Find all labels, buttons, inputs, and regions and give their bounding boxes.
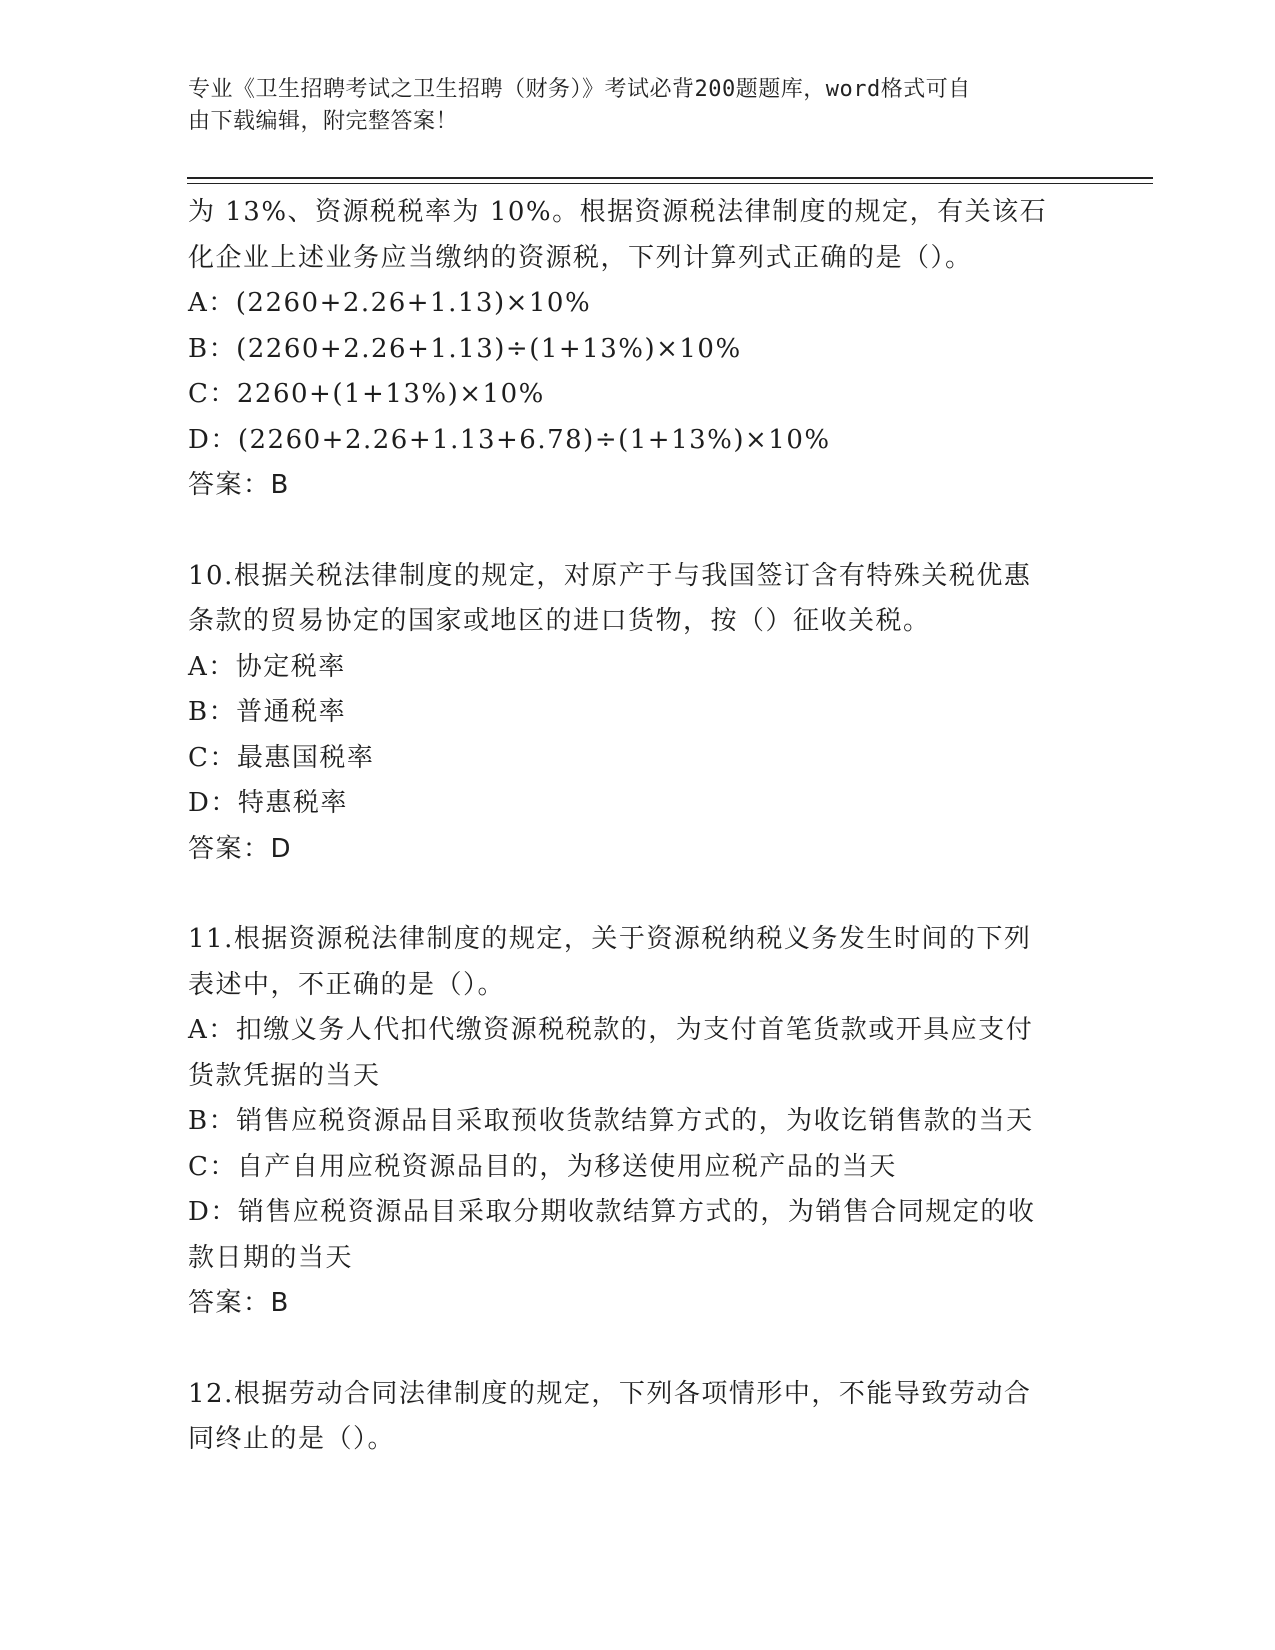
option-d-continued: 款日期的当天 bbox=[188, 1242, 354, 1273]
question-stem-line: 12.根据劳动合同法律制度的规定，下列各项情形中，不能导致劳动合 bbox=[188, 1378, 1032, 1409]
question-stem-line: 10.根据关税法律制度的规定，对原产于与我国签订含有特殊关税优惠 bbox=[188, 560, 1032, 591]
header-line-1: 专业《卫生招聘考试之卫生招聘（财务）》考试必背200题题库，word格式可自 bbox=[188, 77, 971, 102]
question-stem-line: 表述中，不正确的是（）。 bbox=[188, 969, 506, 1000]
option-c: C：自产自用应税资源品目的，为移送使用应税产品的当天 bbox=[188, 1151, 897, 1182]
question-stem-line: 同终止的是（）。 bbox=[188, 1424, 396, 1454]
answer-line: 答案：B bbox=[188, 1288, 290, 1318]
question-list bbox=[188, 190, 1068, 1463]
question-stem-line: 化企业上述业务应当缴纳的资源税，下列计算列式正确的是（）。 bbox=[188, 242, 973, 273]
option-d: D：销售应税资源品目采取分期收款结算方式的，为销售合同规定的收 bbox=[188, 1197, 1036, 1227]
question-spacer bbox=[188, 1327, 1068, 1372]
question-spacer bbox=[188, 509, 1068, 554]
option-b: B：(2260+2.26+1.13)÷(1+13%)×10% bbox=[188, 333, 742, 364]
question-10 bbox=[188, 554, 1068, 873]
header-line-2: 由下载编辑，附完整答案！ bbox=[188, 109, 459, 134]
answer-line: 答案：B bbox=[188, 470, 290, 500]
question-11 bbox=[188, 917, 1068, 1327]
option-a-continued: 货款凭据的当天 bbox=[188, 1060, 381, 1091]
option-c: C：2260+(1+13%)×10% bbox=[188, 379, 545, 409]
page-header bbox=[188, 74, 1068, 138]
question-stem-line: 11.根据资源税法律制度的规定，关于资源税纳税义务发生时间的下列 bbox=[188, 924, 1032, 954]
question-spacer bbox=[188, 872, 1068, 917]
option-b: B：普通税率 bbox=[188, 697, 347, 727]
option-a: A：(2260+2.26+1.13)×10% bbox=[188, 288, 592, 318]
option-c: C：最惠国税率 bbox=[188, 742, 375, 773]
answer-line: 答案：D bbox=[188, 833, 293, 864]
option-a: A：协定税率 bbox=[188, 651, 346, 682]
question-9 bbox=[188, 190, 1068, 509]
option-d: D：特惠税率 bbox=[188, 788, 348, 818]
header-rule-thick bbox=[187, 177, 1153, 179]
header-rule-thin bbox=[187, 183, 1153, 184]
option-a: A：扣缴义务人代扣代缴资源税税款的，为支付首笔货款或开具应支付 bbox=[188, 1015, 1034, 1045]
option-b: B：销售应税资源品目采取预收货款结算方式的，为收讫销售款的当天 bbox=[188, 1106, 1034, 1136]
question-stem-line: 为 13%、资源税税率为 10%。根据资源税法律制度的规定，有关该石 bbox=[188, 197, 1048, 227]
option-d: D：(2260+2.26+1.13+6.78)÷(1+13%)×10% bbox=[188, 424, 831, 455]
question-12 bbox=[188, 1372, 1068, 1463]
question-stem-line: 条款的贸易协定的国家或地区的进口货物，按（）征收关税。 bbox=[188, 606, 931, 636]
